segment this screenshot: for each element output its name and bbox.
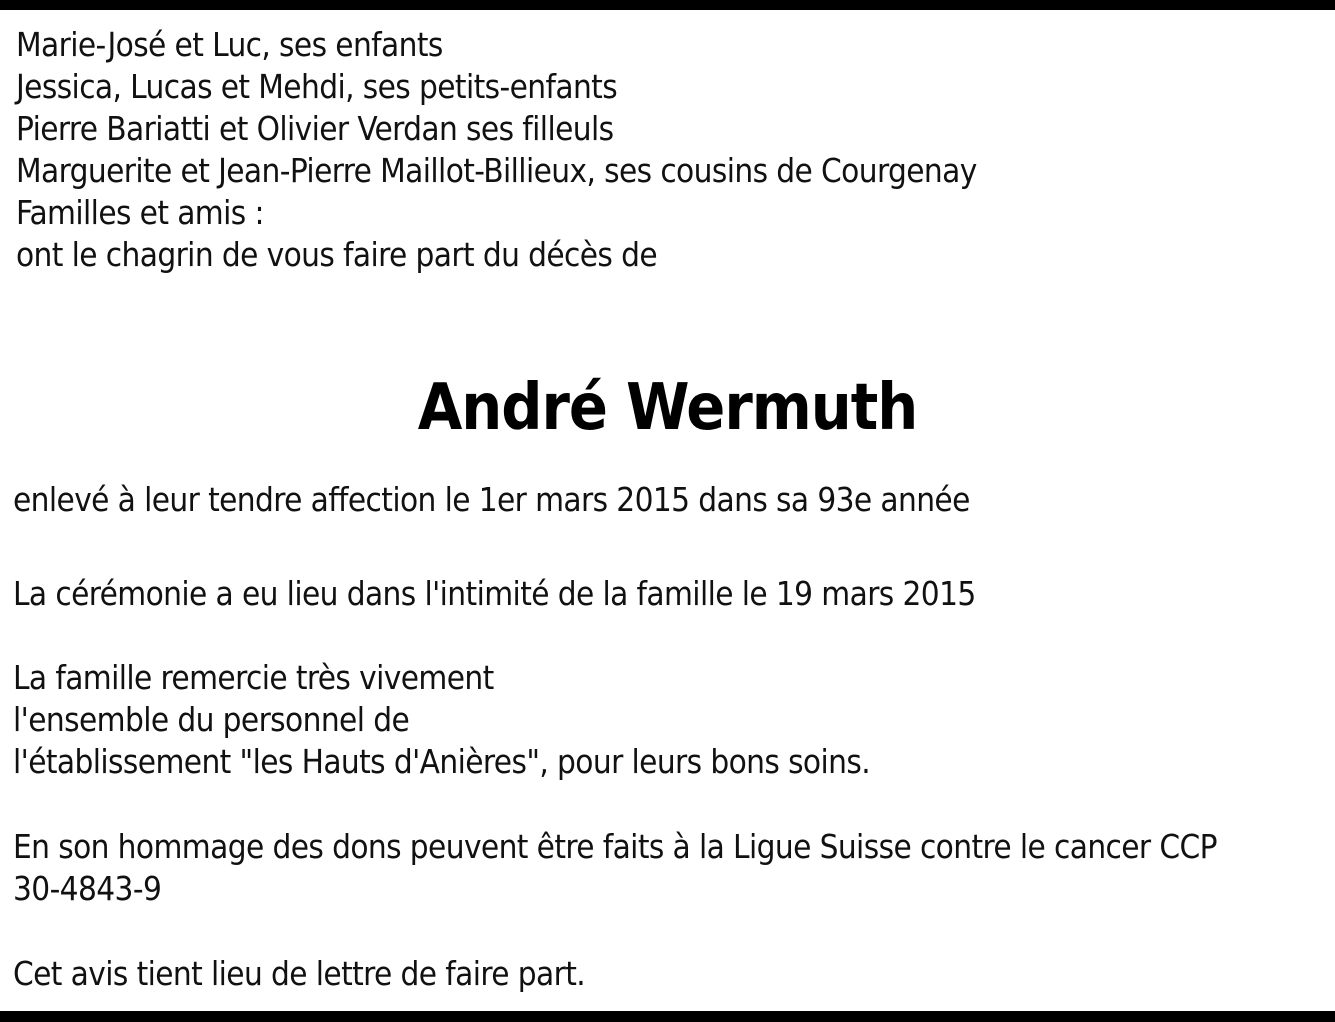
family-line-godsons: Pierre Bariatti et Olivier Verdan ses filleuls (16, 109, 614, 148)
ceremony-line: La cérémonie a eu lieu dans l'intimité de la famille le 19 mars 2015 (13, 574, 976, 613)
family-line-cousins: Marguerite et Jean-Pierre Maillot-Billieux, ses cousins de Courgenay (16, 151, 977, 190)
announcement-intro: ont le chagrin de vous faire part du décès de (16, 235, 658, 274)
thanks-line: La famille remercie très vivement (13, 658, 494, 697)
closing-line: Cet avis tient lieu de lettre de faire part. (13, 954, 586, 993)
thanks-line: l'établissement "les Hauts d'Anières", pour leurs bons soins. (13, 742, 871, 781)
bottom-border-rule (0, 1011, 1335, 1022)
top-border-rule (0, 0, 1335, 10)
death-line: enlevé à leur tendre affection le 1er mars 2015 dans sa 93e année (13, 480, 970, 519)
donation-line: En son hommage des dons peuvent être faits à la Ligue Suisse contre le cancer CCP (13, 827, 1217, 866)
donation-account-line: 30-4843-9 (13, 869, 162, 908)
deceased-name: André Wermuth (417, 371, 918, 445)
family-line-grandchildren: Jessica, Lucas et Mehdi, ses petits-enfants (16, 67, 618, 106)
family-line-children: Marie-José et Luc, ses enfants (16, 25, 443, 64)
family-line-friends: Familles et amis : (16, 193, 264, 232)
thanks-line: l'ensemble du personnel de (13, 700, 410, 739)
